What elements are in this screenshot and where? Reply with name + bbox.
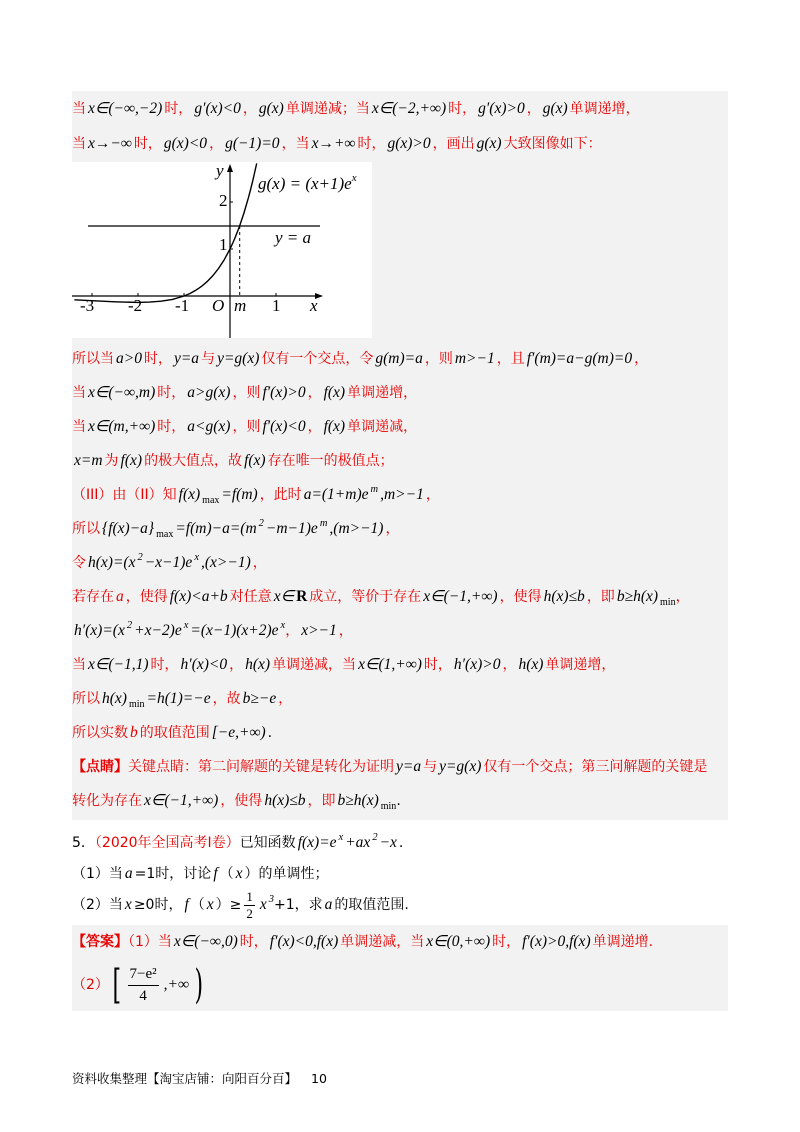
- math-expression: {f(x)−a}: [102, 520, 155, 537]
- math-expression: f(x): [323, 384, 346, 401]
- math-expression: ,(x>−1): [200, 554, 251, 571]
- text-line: [72, 716, 728, 750]
- solution-text: 当: [72, 101, 86, 117]
- math-expression: −x: [379, 834, 397, 851]
- text-line: [72, 827, 728, 858]
- text-line: [72, 959, 728, 1011]
- solution-text: ，则: [232, 419, 261, 435]
- math-expression: f: [213, 865, 218, 882]
- math-expression: +ax: [345, 834, 371, 851]
- math-expression: f′(x)>0,f(x): [522, 933, 591, 950]
- math-expression: =h(1)=−e: [146, 690, 211, 707]
- math-expression: m>−1: [454, 350, 495, 367]
- text-run: （2）当: [72, 897, 123, 913]
- solution-text: ，: [502, 657, 517, 673]
- math-expression: x∈(−1,+∞): [144, 792, 219, 809]
- math-expression: a>0: [116, 350, 142, 367]
- solution-lines-before-graph: [72, 91, 728, 161]
- m-mark-label: m: [234, 296, 247, 315]
- solution-text: 时，: [357, 136, 386, 152]
- math-expression: −m−1)e: [265, 520, 318, 537]
- math-expression: a=(1+m)e: [303, 486, 369, 503]
- x-tick-label: -3: [80, 296, 95, 315]
- solution-text: ，: [425, 487, 440, 503]
- math-expression: f′(x)<0: [262, 418, 306, 435]
- math-set-symbol: R: [296, 588, 308, 605]
- x-axis-label: x: [310, 296, 318, 315]
- solution-text: ，: [307, 385, 322, 401]
- text-run: ）≥: [215, 897, 242, 913]
- y-axis-arrow: [227, 164, 233, 172]
- math-expression: g(x): [258, 100, 284, 117]
- solution-text: 与: [423, 759, 438, 775]
- solution-text: 所以实数: [72, 725, 128, 741]
- solution-text: ，且: [496, 351, 525, 367]
- math-expression: h(x)≤b: [543, 588, 585, 605]
- superscript: 2: [372, 832, 378, 843]
- solution-text: 所以当: [72, 351, 114, 367]
- text-run: .: [398, 835, 404, 851]
- math-expression: f′(m)=a−g(m)=0: [526, 350, 633, 367]
- y-tick-label: 2: [219, 191, 228, 210]
- text-line: [72, 648, 728, 682]
- solution-text: 令: [72, 555, 86, 571]
- text-line: [72, 580, 728, 614]
- solution-text: 转化为存在: [72, 793, 142, 809]
- math-expression: [−e,+∞): [211, 724, 266, 741]
- solution-text: ，: [209, 136, 224, 152]
- math-expression: g′(x)<0: [194, 100, 241, 117]
- text-run: ≥0时，: [133, 897, 183, 913]
- solution-text: ，: [634, 351, 649, 367]
- solution-text: 对任意: [229, 589, 272, 605]
- solution-text: ，画出: [432, 136, 475, 152]
- solution-text: 单调递减，: [347, 419, 418, 435]
- text-line: [72, 376, 728, 410]
- solution-text: ，则: [424, 351, 453, 367]
- math-expression: g(x): [542, 100, 568, 117]
- superscript: x: [194, 552, 199, 563]
- text-run: .: [267, 725, 273, 741]
- text-run: （1）当: [72, 866, 123, 882]
- math-expression: g(x)<0: [163, 135, 208, 152]
- math-expression: x: [259, 896, 267, 913]
- math-expression: b≥h(x): [616, 588, 659, 605]
- math-expression: h(x): [102, 690, 127, 707]
- solution-text: （2020年全国高考Ⅰ卷）: [94, 835, 240, 851]
- math-expression: ,+∞: [163, 976, 190, 993]
- text-run: ）的单调性；: [244, 866, 329, 882]
- math-expression: a: [124, 865, 133, 882]
- y-tick-label: 1: [219, 235, 228, 254]
- solution-text: ，: [526, 101, 541, 117]
- fraction-numerator: 1: [246, 888, 253, 904]
- curve-label: [258, 172, 357, 193]
- math-expression: f′(x)>0: [262, 384, 306, 401]
- math-expression: y=g(x): [439, 758, 482, 775]
- footer-source: 资料收集整理【淘宝店铺：向阳百分百】: [72, 1071, 298, 1086]
- math-expression: x∈(0,+∞): [426, 933, 491, 950]
- solution-text: ，: [675, 589, 690, 605]
- solution-text: ，: [229, 657, 244, 673]
- solution-text: 当: [72, 657, 86, 673]
- solution-text: 为: [104, 453, 119, 469]
- text-line: [72, 784, 728, 818]
- math-expression: b≥−e: [242, 690, 277, 707]
- curve-label-exponent: x: [351, 172, 357, 184]
- solution-text: 时，: [239, 934, 268, 950]
- solution-text: （2）: [72, 977, 109, 993]
- superscript: 3: [268, 894, 275, 905]
- superscript: 2: [258, 518, 264, 529]
- math-expression: y=a: [396, 758, 422, 775]
- solution-text: 时，: [157, 419, 186, 435]
- superscript: m: [319, 518, 328, 529]
- footer: [72, 1069, 327, 1087]
- math-expression: a>g(x): [187, 384, 231, 401]
- math-expression: x∈(−∞,0): [173, 933, 238, 950]
- solution-text: 当: [72, 419, 86, 435]
- math-expression: f(x): [178, 486, 201, 503]
- fraction-denominator: 4: [139, 987, 147, 1004]
- math-expression: x∈(−1,+∞): [423, 588, 498, 605]
- question-5: [72, 827, 728, 920]
- curve-g: [74, 163, 256, 302]
- solution-text: 单调递减，当: [272, 657, 357, 673]
- solution-text: 单调递增.: [592, 934, 654, 950]
- bold-label: 【答案】: [72, 934, 128, 950]
- solution-text: 单调递增，: [545, 657, 616, 673]
- solution-text: ，故: [212, 691, 241, 707]
- text-run: 的取值范围.: [334, 897, 409, 913]
- solution-text: ，当: [281, 136, 310, 152]
- superscript: m: [370, 484, 379, 495]
- math-expression: g′(x)>0: [478, 100, 525, 117]
- text-run: （: [190, 897, 205, 913]
- solution-block: [72, 91, 728, 820]
- math-variable: b: [130, 724, 138, 741]
- x-tick-label: -2: [128, 296, 143, 315]
- math-expression: g(x): [476, 135, 502, 152]
- math-expression: f: [184, 896, 189, 913]
- solution-text: 时，: [157, 385, 186, 401]
- math-expression: x=m: [74, 452, 103, 469]
- text-line: [72, 858, 728, 889]
- solution-text: （1）当: [128, 934, 172, 950]
- solution-text: ，使得: [220, 793, 263, 809]
- solution-text: ，: [252, 555, 267, 571]
- math-expression: ,(m>−1): [329, 520, 384, 537]
- bracket-right: ): [194, 962, 204, 1008]
- math-expression: g(m)=a: [375, 350, 423, 367]
- subscript: max: [156, 529, 174, 540]
- math-expression: g(−1)=0: [225, 135, 280, 152]
- solution-text: ，: [338, 623, 353, 639]
- solution-text: 所以: [72, 521, 100, 537]
- solution-text: 单调递增，: [569, 101, 640, 117]
- math-expression: x→−∞: [88, 135, 132, 152]
- text-line: [72, 614, 728, 648]
- text-line: [72, 512, 728, 546]
- math-expression: h(x)=(x: [88, 554, 136, 571]
- solution-text: 成立，等价于存在: [309, 589, 422, 605]
- subscript: min: [380, 801, 397, 812]
- solution-text: ，此时: [259, 487, 302, 503]
- solution-text: ，即: [307, 793, 336, 809]
- subscript: min: [660, 597, 676, 608]
- fraction: [128, 965, 159, 1006]
- text-line: [72, 546, 728, 580]
- math-expression: x∈(−∞,m): [88, 384, 156, 401]
- text-run: 已知函数: [239, 835, 296, 851]
- solution-text: ，: [385, 521, 400, 537]
- math-expression: f(x)=e: [297, 834, 337, 851]
- fraction-numerator: 7−e²: [128, 965, 159, 986]
- math-expression: x∈(m,+∞): [88, 418, 156, 435]
- superscript: x: [280, 620, 286, 631]
- text-line: [72, 410, 728, 444]
- superscript: 2: [126, 620, 133, 631]
- text-line: [72, 682, 728, 716]
- math-expression: f′(x)<0,f(x): [269, 933, 339, 950]
- solution-text: ，使得: [499, 589, 542, 605]
- text-run: =1时，讨论: [134, 866, 212, 882]
- x-tick-label: -1: [175, 296, 190, 315]
- text-line: [72, 444, 728, 478]
- text-run: 5．: [72, 835, 95, 851]
- solution-text: ，: [285, 623, 300, 639]
- math-expression: h(x): [518, 656, 544, 673]
- text-line: [72, 91, 728, 126]
- math-expression: f(x): [323, 418, 346, 435]
- solution-text: 仅有一个交点；第三问解题的关键是: [483, 759, 708, 775]
- solution-text: ，: [278, 691, 293, 707]
- math-expression: g(x)>0: [387, 135, 431, 152]
- text-line: [72, 750, 728, 784]
- math-expression: x>−1: [301, 622, 337, 639]
- math-expression: x: [235, 865, 243, 882]
- math-expression: +x−2)e: [134, 622, 182, 639]
- math-expression: x∈(−∞,−2): [88, 100, 163, 117]
- math-expression: h(x): [245, 656, 271, 673]
- solution-lines-after-graph: [72, 342, 728, 818]
- text-run: （: [219, 866, 234, 882]
- math-expression: h(x)≤b: [264, 792, 306, 809]
- solution-text: 时，: [164, 101, 193, 117]
- math-expression: h′(x)>0: [453, 656, 501, 673]
- math-expression: x∈(−1,1): [88, 656, 149, 673]
- fraction-denominator: 2: [246, 905, 253, 921]
- math-expression: =(x−1)(x+2)e: [190, 622, 279, 639]
- fraction: [244, 890, 255, 921]
- text-line: [72, 126, 728, 161]
- math-expression: y=g(x): [217, 350, 260, 367]
- superscript: 2: [137, 552, 143, 563]
- solution-text: 时，: [143, 351, 172, 367]
- solution-text: 存在唯一的极值点；: [267, 453, 394, 469]
- superscript: x: [338, 832, 344, 843]
- math-expression: ,m>−1: [380, 486, 424, 503]
- subscript: min: [128, 699, 145, 710]
- solution-text: 大致图像如下：: [503, 136, 602, 152]
- bold-label: 【点睛】: [72, 759, 128, 775]
- page-number: 10: [311, 1071, 327, 1086]
- text-line: [72, 478, 728, 512]
- solution-text: 与: [201, 351, 216, 367]
- solution-text: ，: [242, 101, 257, 117]
- math-expression: a<g(x): [187, 418, 231, 435]
- y-axis-label: y: [216, 162, 224, 180]
- text-line: [72, 342, 728, 376]
- math-expression: y=a: [173, 350, 200, 367]
- math-expression: x∈(1,+∞): [358, 656, 422, 673]
- math-expression: b≥h(x): [337, 792, 379, 809]
- math-expression: =f(m)−a=(m: [175, 520, 257, 537]
- math-variable: a: [116, 588, 124, 605]
- line-label: y = a: [275, 228, 312, 247]
- subscript: max: [202, 495, 220, 506]
- solution-text: 仅有一个交点，令: [261, 351, 374, 367]
- solution-text: ，使得: [125, 589, 168, 605]
- solution-text: 的取值范围: [139, 725, 210, 741]
- solution-text: 当: [72, 136, 86, 152]
- math-expression: f(x)<a+b: [169, 588, 228, 605]
- math-expression: x→+∞: [311, 135, 356, 152]
- math-expression: x∈: [273, 588, 295, 605]
- solution-text: 单调递减；当: [285, 101, 370, 117]
- math-expression: −x−1)e: [144, 554, 193, 571]
- solution-text: ，: [307, 419, 322, 435]
- solution-text: 关键点睛：第二问解题的关键是转化为证明: [128, 759, 394, 775]
- solution-text: 时，: [448, 101, 477, 117]
- solution-text: 单调递增，: [347, 385, 418, 401]
- solution-text: 若存在: [72, 589, 114, 605]
- superscript: x: [183, 620, 189, 631]
- math-expression: a: [324, 896, 333, 913]
- text-line: [72, 925, 728, 959]
- math-expression: =f(m): [221, 486, 258, 503]
- solution-text: 所以: [72, 691, 100, 707]
- origin-label: O: [212, 296, 225, 315]
- solution-text: 的极大值点，故: [144, 453, 243, 469]
- solution-text: 时，: [423, 657, 452, 673]
- text-run: .: [396, 793, 401, 809]
- solution-text: ，则: [232, 385, 261, 401]
- text-line: [72, 889, 728, 920]
- answer-block: [72, 925, 728, 1011]
- math-expression: x: [206, 896, 214, 913]
- x-tick-label: 1: [272, 296, 281, 315]
- solution-text: （III）由（II）知: [72, 487, 177, 503]
- math-expression: h′(x)=(x: [74, 622, 125, 639]
- solution-text: ，即: [586, 589, 615, 605]
- solution-text: 时，: [150, 657, 179, 673]
- text-run: +1，求: [274, 897, 323, 913]
- curve-label-text: g(x) = (x+1)e: [258, 174, 352, 193]
- graph-canvas: [72, 162, 372, 338]
- math-expression: f(x): [120, 452, 143, 469]
- math-expression: x∈(−2,+∞): [371, 100, 447, 117]
- solution-text: 当: [72, 385, 86, 401]
- solution-text: 时，: [133, 136, 162, 152]
- bracket-left: [: [112, 962, 122, 1008]
- function-graph: [72, 162, 372, 338]
- math-expression: f(x): [244, 452, 266, 469]
- math-expression: h′(x)<0: [180, 656, 228, 673]
- math-expression: x: [124, 896, 132, 913]
- solution-text: 单调递减，当: [340, 934, 425, 950]
- solution-text: 时，: [492, 934, 521, 950]
